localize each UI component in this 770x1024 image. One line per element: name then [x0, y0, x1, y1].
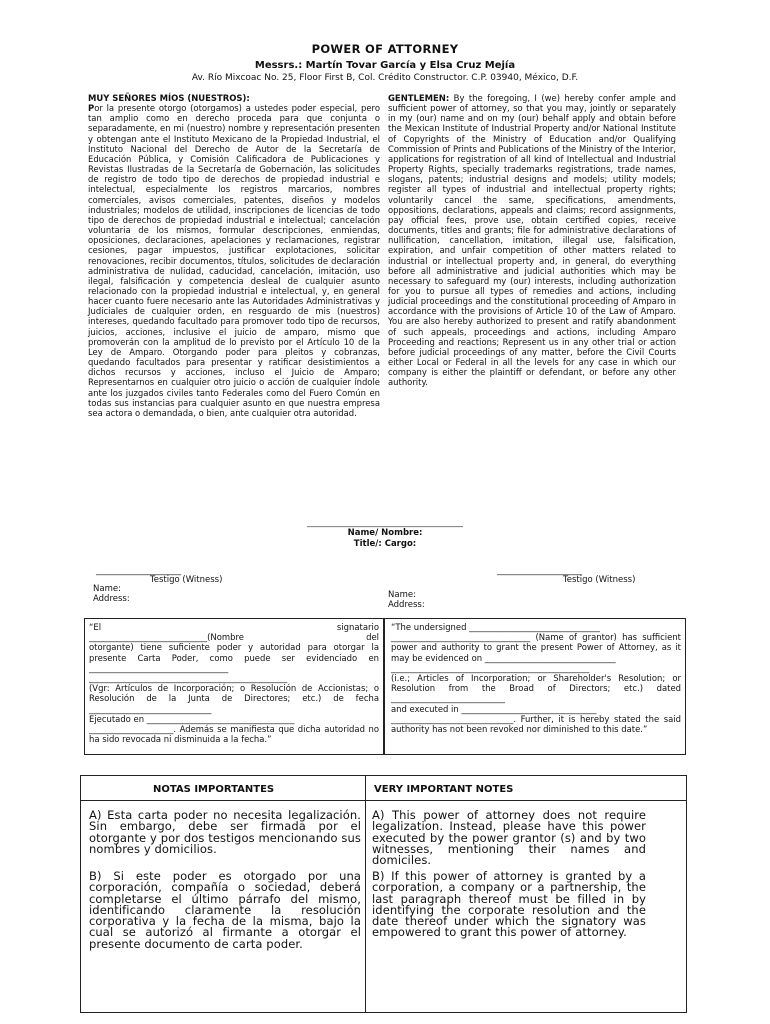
notes-divider-vertical [365, 776, 366, 1012]
witness-right-line: ____________________ [497, 566, 582, 576]
cert-es-line6: Ejecutado en ___________________________________ [89, 713, 295, 724]
spanish-salutation: MUY SEÑORES MÍOS (NUESTROS): [88, 93, 250, 103]
cert-es-line2-a: ____________________________(Nombre [89, 632, 244, 643]
witness-left-address: Address: [93, 594, 130, 604]
spanish-dropcap: P [88, 103, 95, 114]
note-spanish-b: B) Si este poder es otorgado por una corporación, compañía o sociedad, deberá completarse el último párrafo del mismo, identificando claramente la resolución corporativa y la fecha de la misma, bajo la cual se autorizó al firmante a otorgar el presente documento de carta poder. [89, 869, 361, 951]
witness-right-name: Name: [388, 590, 416, 600]
witness-left-line: ____________________ [96, 566, 181, 576]
spanish-paragraph: or la presente otorgo (otorgamos) a ustedes poder especial, pero tan amplio como en derecho proceda para que conjunta o separadamente, en mi (nuestro) nombre y representación presenten y obtengan ante el Instituto Mexicano de la Propiedad Industrial, el Instituto Nacional del Derecho de Autor de la Secretaría de Educación Pública, y Comisión Calificadora de Publicaciones y Revistas Ilustradas de la Secretaría de Gobernación, las solicitudes de registro de todo tipo de derechos de propiedad industrial e intelectual, especialmente los registros marcarios, nombres comerciales, avisos comerciales, patentes, diseños y modelos industriales; modelos de utilidad, inscripciones de licencias de todo tipo de derechos de propiedad industrial e intelectual; cancelación voluntaria de los mismos, formular descripciones, enmiendas, oposiciones, declaraciones, apelaciones y reclamaciones, registrar cesiones, pagar impuestos, justificar explotaciones, solicitar renovaciones, recibir documentos, títulos, solicitudes de declaración administrativa de nulidad, caducidad, cancelación, imitación, uso ilegal, falsificación y competencia desleal de cualquier asunto relacionado con la propiedad industrial e intelectual, y, en general hacer cuanto fuere necesario ante las Autoridades Administrativas y Judiciales de cualquier orden, en resguardo de mis (nuestros) intereses, quedando facultado para promover todo tipo de recursos, juicios, acciones, inclusive el juicio de amparo, mismo que promoverán con la amplitud de lo previsto por el Artículo 10 de la Ley de Amparo. Otorgando poder para pleitos y cobranzas, quedando facultados para presentar y ratificar desistimientos a dichos recursos y acciones, incluso el Juicio de Amparo; Representarnos en cualquier otro juicio o acción de cualquier índole ante los juzgados civiles tanto Federales como del Fuero Común en todas sus instancias para cualquier asunto en que nuestra empresa sea actora o demandada, o bien, ante cualquier otra autoridad. [88, 103, 380, 418]
notes-header-english: VERY IMPORTANT NOTES [374, 784, 514, 795]
cert-es-line1-a: “El [89, 622, 102, 632]
spanish-body [88, 93, 380, 418]
cert-es-line7: ____________________. Además se manifiesta que dicha autoridad no ha sido revocada ni disminuida a la fecha.” [89, 724, 379, 745]
signature-name-label: Name/ Nombre: [347, 528, 423, 538]
certification-box-english [384, 618, 686, 755]
note-english-a: A) This power of attorney does not require legalization. Instead, please have this power executed by the power grantor (s) and by two witnesses, mentioning their names and domiciles. [372, 808, 646, 868]
witness-right-address: Address: [388, 600, 425, 610]
spanish-text [88, 103, 380, 418]
certification-box-spanish [84, 618, 384, 755]
notes-header-spanish: NOTAS IMPORTANTES [153, 784, 275, 795]
cert-en-line5: and executed in ________________________________ [391, 703, 597, 714]
witness-right-label: Testigo (Witness) [563, 575, 636, 585]
cert-en-line4: (i.e.; Articles of Incorporation; or Shareholder's Resolution; or Resolution from the Broad of Directors; etc.) dated ___________________________ [391, 673, 681, 704]
cert-en-line1: “The undersigned _______________________________ [391, 622, 600, 632]
witness-left-name: Name: [93, 584, 121, 594]
english-body [388, 93, 676, 388]
signature-title-label: Title/: Cargo: [353, 539, 417, 549]
cert-es-line3: otorgante) tiene suficiente poder y autoridad para otorgar la presente Carta Poder, como puede ser evidenciado en _________________________________ [89, 642, 379, 673]
notes-table [80, 775, 687, 1013]
cert-es-line4: _______________________________________________ [89, 673, 288, 684]
signature-line: _______________________________________ [307, 518, 463, 527]
cert-es-line2-b: del [366, 632, 379, 643]
cert-en-line2: _________________________________ (Name of grantor) has sufficient power and authority to grant the present Power of Attorney, as it may be evidenced on _______________________________ [391, 632, 681, 663]
note-spanish-a: A) Esta carta poder no necesita legalización. Sin embargo, debe ser firmada por el otorgante y por dos testigos mencionando sus nombres y domicilios. [89, 808, 361, 856]
witness-left-label: Testigo (Witness) [150, 575, 223, 585]
addressee-address: Av. Río Mixcoac No. 25, Floor First B, Col. Crédito Constructor. C.P. 03940, México, D.F. [191, 73, 579, 83]
cert-es-line1-b: signatario [336, 622, 379, 632]
english-salutation: GENTLEMEN: [388, 93, 450, 103]
cert-es-line5: (Vgr: Artículos de Incorporación; o Resolución de Accionistas; o Resolución de la Junta de Directores; etc.) de fecha _____________________________ [89, 683, 379, 714]
notes-divider-horizontal [81, 800, 686, 801]
cert-en-line6: _____________________________. Further, it is hereby stated the said authority has not been revoked nor diminished to this date.” [391, 713, 681, 735]
addressee-names: Messrs.: Martín Tovar García y Elsa Cruz Mejía [254, 60, 516, 71]
document-title: POWER OF ATTORNEY [311, 42, 459, 56]
english-paragraph: By the foregoing, I (we) hereby confer ample and sufficient power of attorney, so that you may, jointly or separately in my (our) name and on my (our) behalf apply and obtain before the Mexican Institute of Industrial Property and/or National Institute of Copyrights of the Ministry of Education and/or Qualifying Commission of Prints and Publications of the Ministry of the Interior, applications for registration of all kind of Intellectual and Industrial Property Rights, specially trademarks registrations, trade names, slogans, patents; industrial designs and models; utility models; register all types of industrial and intellectual property rights; voluntarily cancel the same, specifications, amendments, oppositions, declarations, appeals and claims; record assignments, pay official fees, prove use, obtain certified copies, receive documents, titles and grants; file for administrative declarations of nullification, cancellation, imitation, illegal use, falsification, expiration, and unfair competition of other matters related to industrial or intellectual property and, in general, do everything before all administrative and judicial authorities which may be necessary to safeguard my (our) interests, including authorization for you to pursue all types of remedies and actions, including judicial proceedings and the constitutional proceeding of Amparo in accordance with the provisions of Article 10 of the Law of Amparo. You are also hereby authorized to present and ratify abandonment of such appeals, proceedings and actions, including Amparo Proceeding and reactions; Represent us in any other trial or action before judicial proceedings of any matter, before the Civil Courts either Local or Federal in all the levels for any case in which our company is either the plaintiff or defendant, or before any other authority. [388, 93, 676, 388]
cert-en-line3: _______________________________________________ [391, 662, 590, 673]
note-english-b: B) If this power of attorney is granted by a corporation, a company or a partnership, the last paragraph thereof must be filled in by identifying the corporate resolution and the date thereof under which the signatory was empowered to grant this power of attorney. [372, 869, 646, 940]
